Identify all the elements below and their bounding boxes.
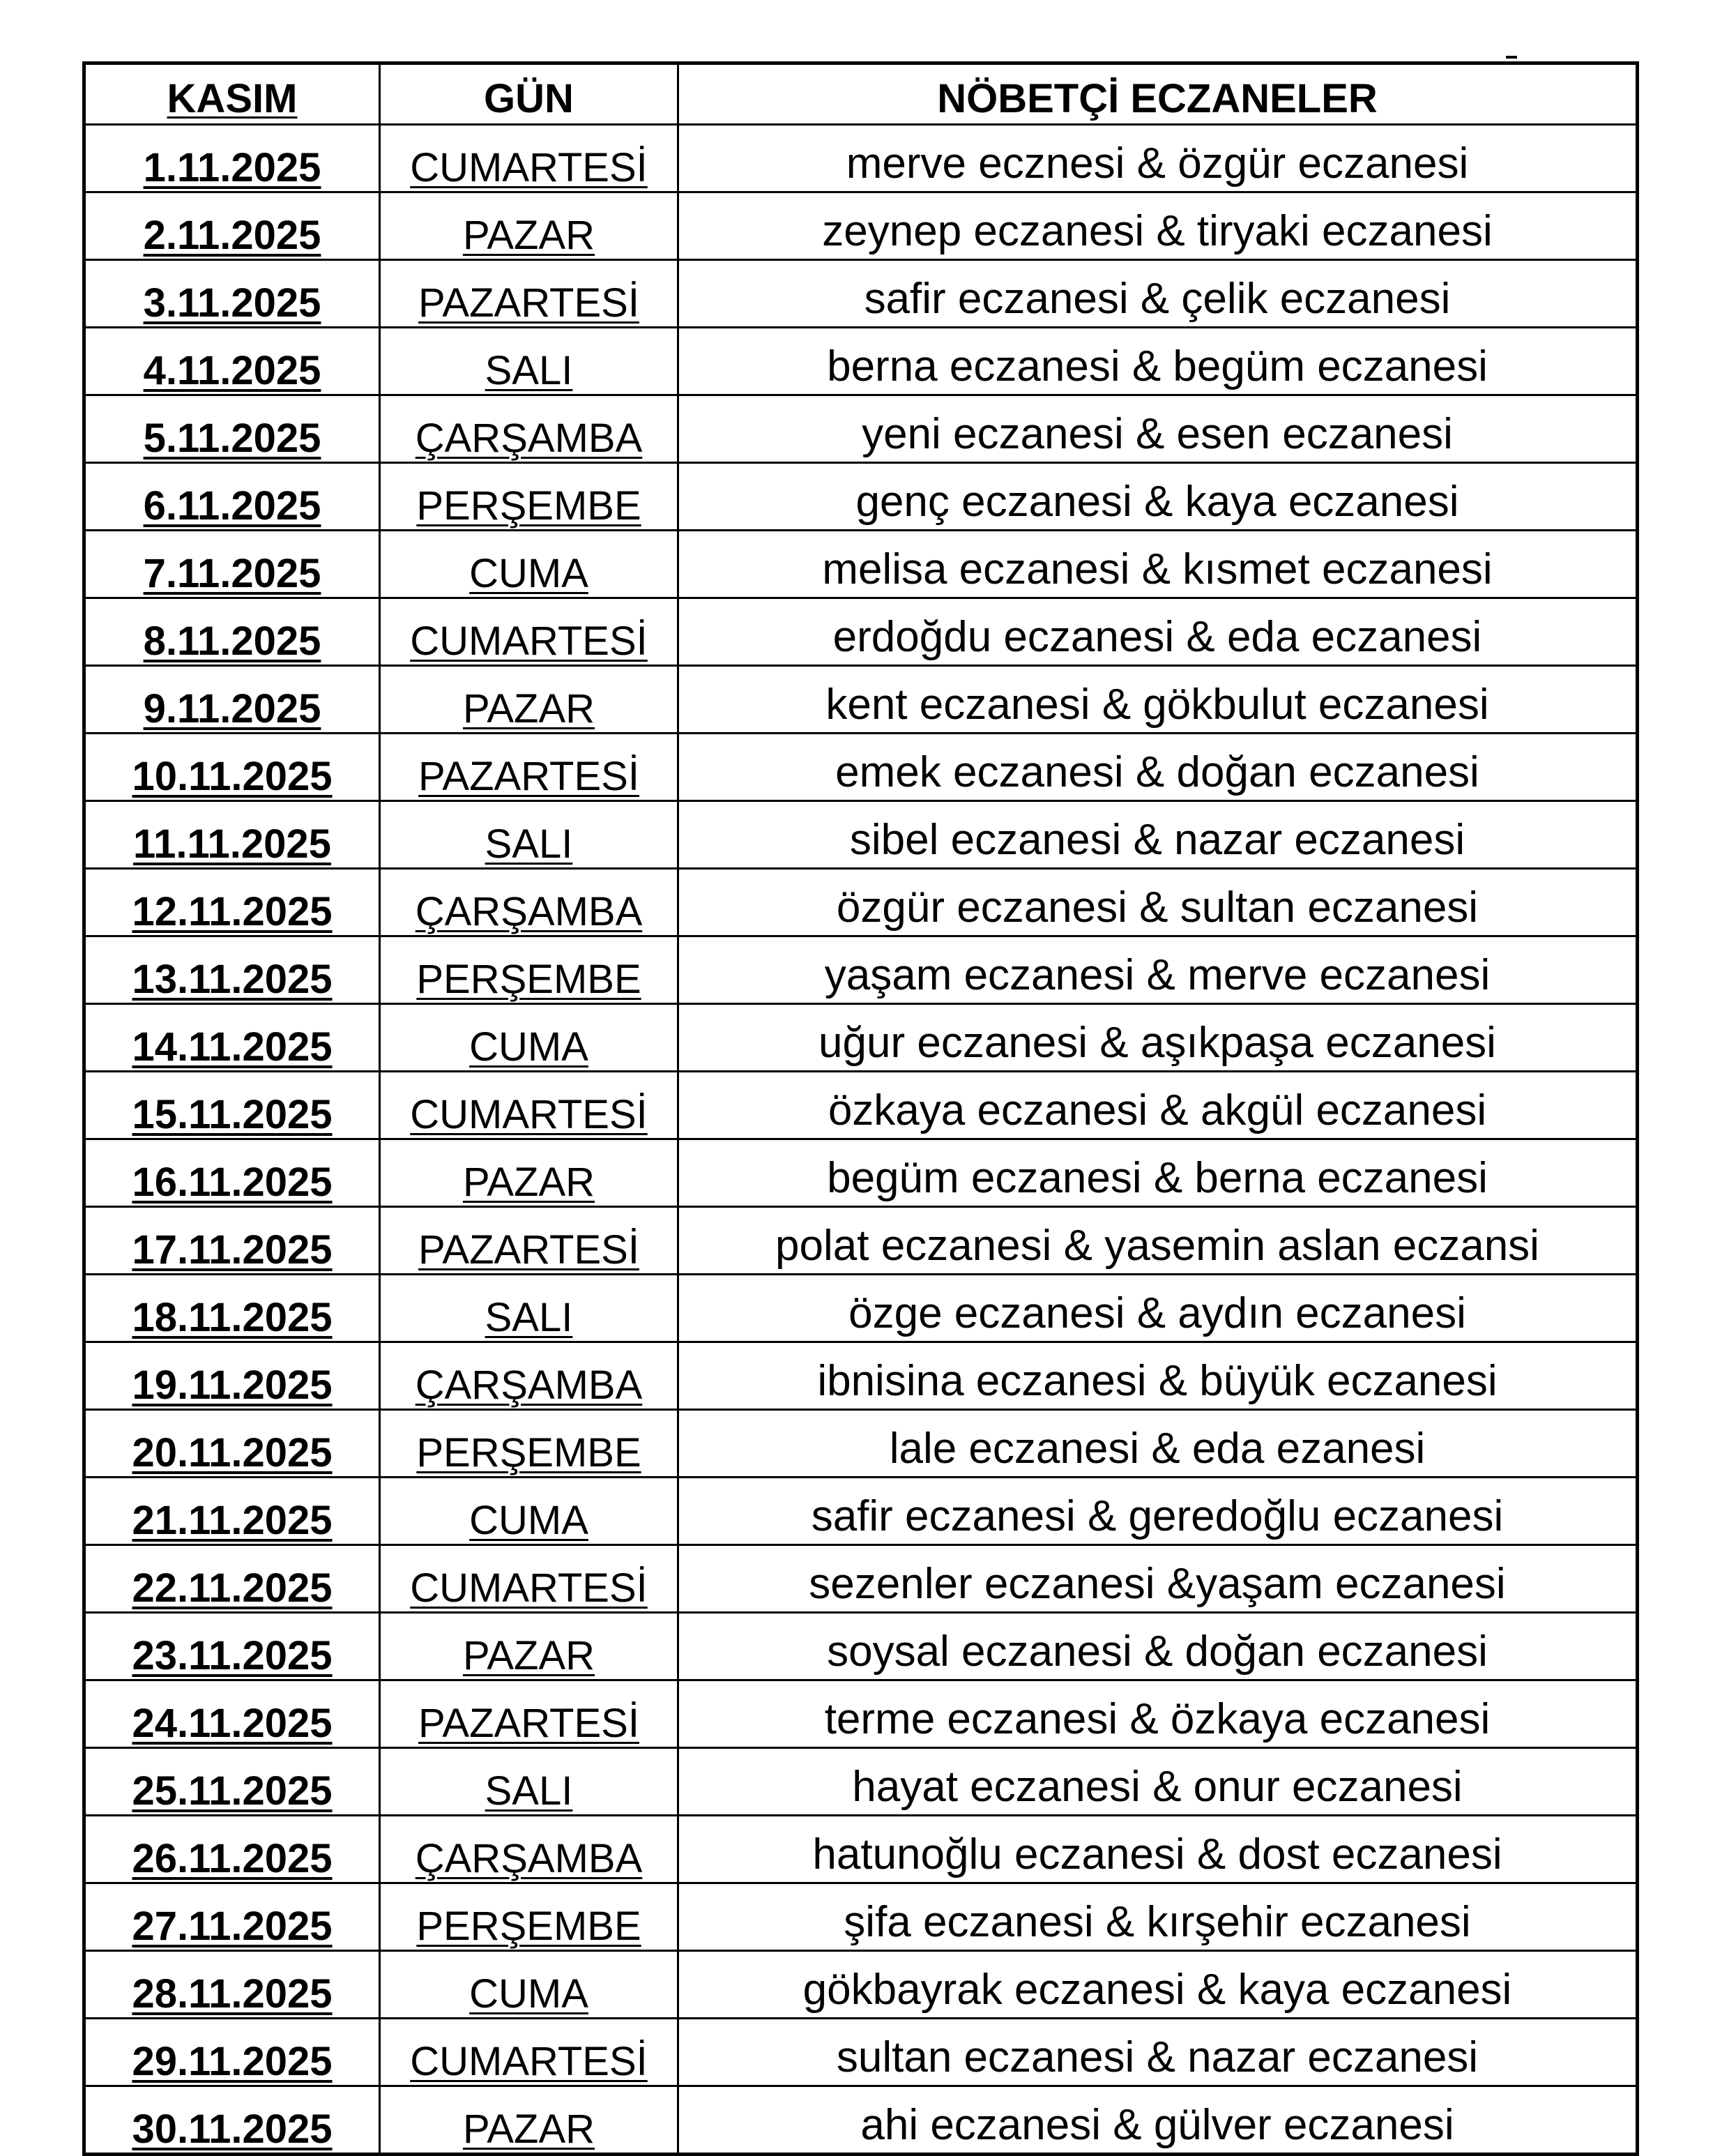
table-row [84, 1478, 1638, 1545]
date-cell [84, 395, 380, 463]
date-text: 12.11.2025 [132, 889, 333, 934]
table-row [84, 395, 1638, 463]
date-text: 17.11.2025 [132, 1227, 333, 1273]
day-text: CUMA [469, 1498, 588, 1543]
day-cell [380, 463, 678, 531]
date-cell [84, 936, 380, 1004]
day-text: ÇARŞAMBA [415, 416, 643, 461]
table-row [84, 1680, 1638, 1748]
date-text: 9.11.2025 [143, 686, 321, 731]
table-row [84, 125, 1638, 192]
pharmacies-cell: ibnisina eczanesi & büyük eczanesi [678, 1342, 1638, 1410]
day-cell [380, 801, 678, 869]
table-header-row [84, 63, 1638, 125]
day-text: PAZARTESİ [418, 280, 639, 326]
date-text: 13.11.2025 [132, 957, 333, 1002]
date-cell [84, 260, 380, 328]
date-text: 11.11.2025 [133, 821, 331, 867]
day-cell [380, 1275, 678, 1342]
table-row [84, 666, 1638, 734]
day-cell [380, 1410, 678, 1478]
day-cell [380, 869, 678, 936]
day-cell [380, 1680, 678, 1748]
pharmacies-cell: hatunoğlu eczanesi & dost eczanesi [678, 1816, 1638, 1883]
day-text: CUMARTESİ [410, 1565, 648, 1611]
day-cell [380, 1342, 678, 1410]
pharmacies-cell: safir eczanesi & çelik eczanesi [678, 260, 1638, 328]
day-cell [380, 1883, 678, 1951]
day-text: CUMARTESİ [410, 2039, 648, 2084]
pharmacies-cell: uğur eczanesi & aşıkpaşa eczanesi [678, 1004, 1638, 1072]
date-cell [84, 1342, 380, 1410]
day-text: PAZAR [462, 686, 595, 731]
pharmacies-cell: sultan eczanesi & nazar eczanesi [678, 2019, 1638, 2086]
day-text: SALI [485, 1295, 573, 1340]
date-cell [84, 1207, 380, 1275]
day-cell [380, 1545, 678, 1613]
date-text: 8.11.2025 [143, 618, 321, 664]
date-text: 18.11.2025 [132, 1295, 333, 1340]
date-text: 4.11.2025 [143, 348, 321, 393]
date-cell [84, 734, 380, 801]
day-cell [380, 395, 678, 463]
date-text: 29.11.2025 [132, 2039, 333, 2084]
pharmacies-cell: berna eczanesi & begüm eczanesi [678, 328, 1638, 395]
table-row [84, 260, 1638, 328]
date-text: 24.11.2025 [132, 1701, 333, 1746]
day-cell [380, 328, 678, 395]
day-cell [380, 1139, 678, 1207]
day-cell [380, 2086, 678, 2155]
table-row [84, 1613, 1638, 1680]
table-row [84, 869, 1638, 936]
date-cell [84, 1410, 380, 1478]
day-cell [380, 598, 678, 666]
pharmacies-cell: gökbayrak eczanesi & kaya eczanesi [678, 1951, 1638, 2019]
date-cell [84, 1816, 380, 1883]
date-cell [84, 1680, 380, 1748]
pharmacies-cell: hayat eczanesi & onur eczanesi [678, 1748, 1638, 1816]
pharmacies-cell: emek eczanesi & doğan eczanesi [678, 734, 1638, 801]
table-row [84, 1951, 1638, 2019]
table-row [84, 328, 1638, 395]
pharmacies-cell: şifa eczanesi & kırşehir eczanesi [678, 1883, 1638, 1951]
pharmacies-cell: ahi eczanesi & gülver eczanesi [678, 2086, 1638, 2155]
date-cell [84, 1072, 380, 1139]
date-cell [84, 1613, 380, 1680]
day-text: CUMA [469, 1024, 588, 1070]
day-cell [380, 1207, 678, 1275]
date-text: 28.11.2025 [132, 1971, 333, 2017]
day-cell [380, 1613, 678, 1680]
day-text: PAZAR [462, 2106, 595, 2152]
table-row [84, 463, 1638, 531]
date-cell [84, 463, 380, 531]
pharmacies-cell: zeynep eczanesi & tiryaki eczanesi [678, 192, 1638, 260]
date-text: 14.11.2025 [132, 1024, 333, 1070]
pharmacies-cell: begüm eczanesi & berna eczanesi [678, 1139, 1638, 1207]
day-cell [380, 125, 678, 192]
date-cell [84, 1275, 380, 1342]
table-row [84, 1545, 1638, 1613]
table-body [84, 125, 1638, 2155]
date-cell [84, 2019, 380, 2086]
pharmacies-cell: erdoğdu eczanesi & eda eczanesi [678, 598, 1638, 666]
day-text: PAZARTESİ [418, 1227, 639, 1273]
day-text: PAZAR [462, 1160, 595, 1205]
table-row [84, 1207, 1638, 1275]
date-text: 1.11.2025 [143, 145, 321, 190]
day-cell [380, 531, 678, 598]
date-text: 19.11.2025 [132, 1362, 333, 1408]
day-text: PERŞEMBE [416, 1904, 641, 1949]
date-text: 23.11.2025 [132, 1633, 333, 1678]
day-text: CUMA [469, 551, 588, 596]
date-text: 26.11.2025 [132, 1836, 333, 1881]
date-cell [84, 801, 380, 869]
day-cell [380, 734, 678, 801]
date-text: 15.11.2025 [132, 1092, 333, 1137]
pharmacies-cell: sezenler eczanesi &yaşam eczanesi [678, 1545, 1638, 1613]
day-text: PERŞEMBE [416, 1430, 641, 1475]
date-text: 21.11.2025 [132, 1498, 333, 1543]
table-row [84, 1748, 1638, 1816]
day-text: CUMA [469, 1971, 588, 2017]
day-cell [380, 192, 678, 260]
date-text: 5.11.2025 [143, 416, 321, 461]
table-row [84, 192, 1638, 260]
date-cell [84, 531, 380, 598]
table-row [84, 1410, 1638, 1478]
day-text: PAZARTESİ [418, 754, 639, 799]
day-cell [380, 260, 678, 328]
pharmacies-cell: genç eczanesi & kaya eczanesi [678, 463, 1638, 531]
pharmacies-cell: özkaya eczanesi & akgül eczanesi [678, 1072, 1638, 1139]
pharmacies-cell: yaşam eczanesi & merve eczanesi [678, 936, 1638, 1004]
table-row [84, 598, 1638, 666]
date-text: 16.11.2025 [132, 1160, 333, 1205]
date-cell [84, 666, 380, 734]
date-text: 2.11.2025 [143, 213, 321, 258]
date-cell [84, 328, 380, 395]
pharmacies-cell: safir eczanesi & geredoğlu eczanesi [678, 1478, 1638, 1545]
table-row [84, 1139, 1638, 1207]
day-cell [380, 666, 678, 734]
day-cell [380, 1072, 678, 1139]
date-cell [84, 2086, 380, 2155]
header-day: GÜN [380, 63, 678, 125]
day-text: PAZAR [462, 1633, 595, 1678]
duty-pharmacy-table [82, 61, 1639, 2156]
day-text: CUMARTESİ [410, 618, 648, 664]
header-month: KASIM [84, 63, 380, 125]
pharmacies-cell: merve ecznesi & özgür eczanesi [678, 125, 1638, 192]
date-cell [84, 1883, 380, 1951]
date-cell [84, 598, 380, 666]
day-cell [380, 2019, 678, 2086]
day-text: PAZARTESİ [418, 1701, 639, 1746]
day-cell [380, 1951, 678, 2019]
day-text: SALI [485, 1768, 573, 1814]
date-text: 22.11.2025 [132, 1565, 333, 1611]
date-text: 3.11.2025 [143, 280, 321, 326]
pharmacies-cell: kent eczanesi & gökbulut eczanesi [678, 666, 1638, 734]
date-text: 20.11.2025 [132, 1430, 333, 1475]
day-text: ÇARŞAMBA [415, 1836, 643, 1881]
scan-mark [1506, 56, 1517, 59]
day-cell [380, 936, 678, 1004]
table-row [84, 936, 1638, 1004]
day-text: ÇARŞAMBA [415, 889, 643, 934]
date-cell [84, 1748, 380, 1816]
pharmacies-cell: yeni eczanesi & esen eczanesi [678, 395, 1638, 463]
day-text: CUMARTESİ [410, 1092, 648, 1137]
day-text: CUMARTESİ [410, 145, 648, 190]
pharmacies-cell: lale eczanesi & eda ezanesi [678, 1410, 1638, 1478]
pharmacies-cell: polat eczanesi & yasemin aslan eczansi [678, 1207, 1638, 1275]
pharmacies-cell: özge eczanesi & aydın eczanesi [678, 1275, 1638, 1342]
day-cell [380, 1004, 678, 1072]
table-row [84, 1004, 1638, 1072]
date-cell [84, 1951, 380, 2019]
date-text: 25.11.2025 [132, 1768, 333, 1814]
date-cell [84, 1004, 380, 1072]
header-pharmacies: NÖBETÇİ ECZANELER [678, 63, 1638, 125]
date-cell [84, 1545, 380, 1613]
table-row [84, 734, 1638, 801]
date-text: 27.11.2025 [132, 1904, 333, 1949]
day-cell [380, 1748, 678, 1816]
table-row [84, 1342, 1638, 1410]
date-text: 6.11.2025 [143, 483, 321, 529]
date-text: 30.11.2025 [132, 2106, 333, 2152]
date-cell [84, 869, 380, 936]
date-cell [84, 125, 380, 192]
pharmacies-cell: özgür eczanesi & sultan eczanesi [678, 869, 1638, 936]
table-row [84, 531, 1638, 598]
day-cell [380, 1816, 678, 1883]
table-row [84, 2019, 1638, 2086]
day-text: PAZAR [462, 213, 595, 258]
table-row [84, 1883, 1638, 1951]
day-cell [380, 1478, 678, 1545]
pharmacies-cell: soysal eczanesi & doğan eczanesi [678, 1613, 1638, 1680]
date-cell [84, 192, 380, 260]
day-text: PERŞEMBE [416, 483, 641, 529]
table-row [84, 1072, 1638, 1139]
table-row [84, 2086, 1638, 2155]
table-row [84, 801, 1638, 869]
date-text: 10.11.2025 [132, 754, 333, 799]
pharmacies-cell: sibel eczanesi & nazar eczanesi [678, 801, 1638, 869]
table-row [84, 1816, 1638, 1883]
day-text: PERŞEMBE [416, 957, 641, 1002]
date-cell [84, 1139, 380, 1207]
duty-pharmacy-table-wrapper [82, 61, 1636, 2156]
date-cell [84, 1478, 380, 1545]
table-row [84, 1275, 1638, 1342]
day-text: SALI [485, 348, 573, 393]
pharmacies-cell: melisa eczanesi & kısmet eczanesi [678, 531, 1638, 598]
date-text: 7.11.2025 [143, 551, 321, 596]
day-text: ÇARŞAMBA [415, 1362, 643, 1408]
pharmacies-cell: terme eczanesi & özkaya eczanesi [678, 1680, 1638, 1748]
day-text: SALI [485, 821, 573, 867]
